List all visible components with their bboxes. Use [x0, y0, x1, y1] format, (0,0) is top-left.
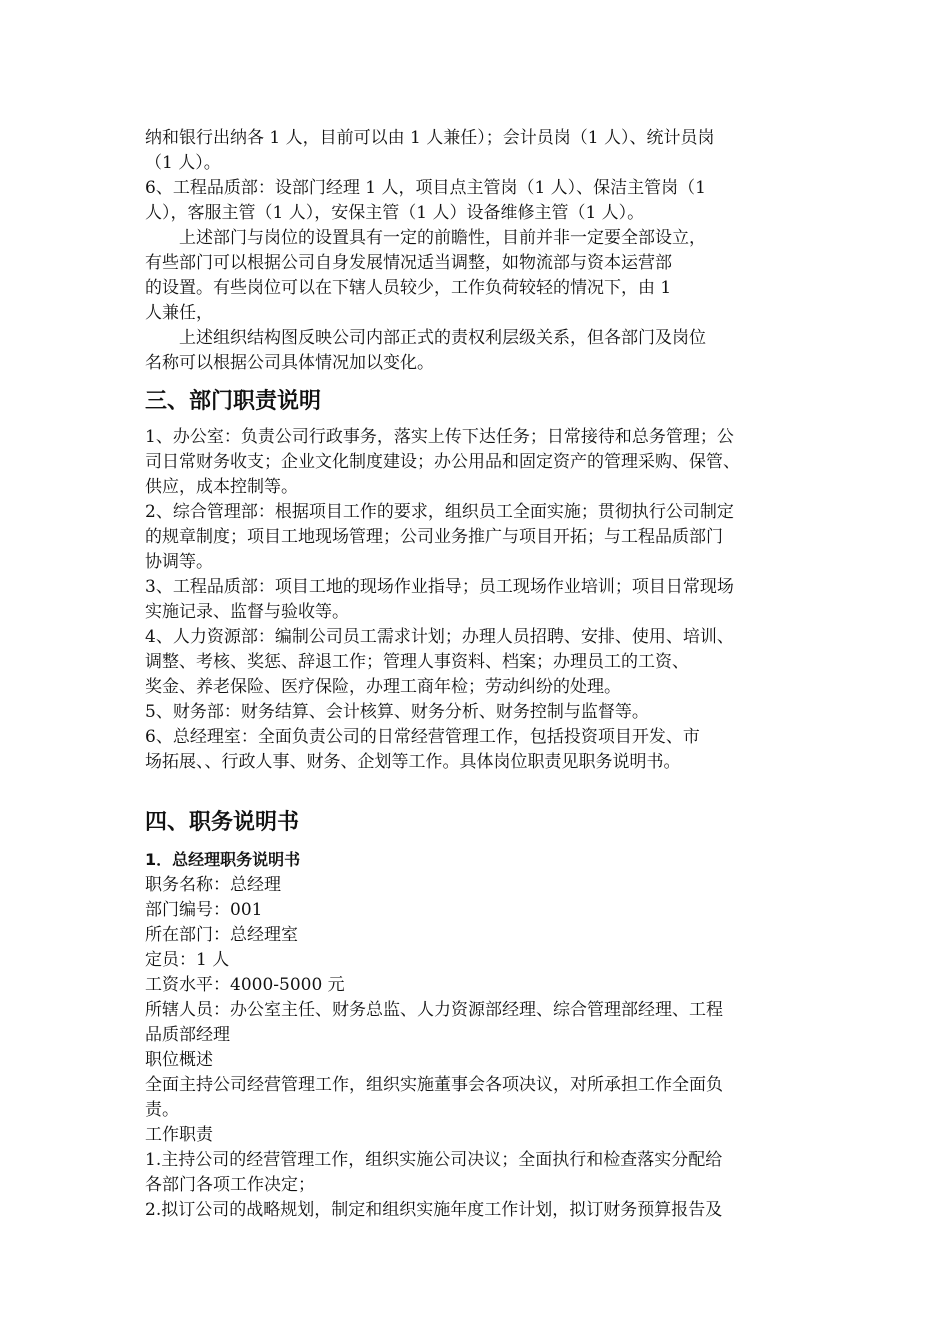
- paragraph-line: 1、办公室：负责公司行政事务，落实上传下达任务；日常接待和总务管理；公: [145, 427, 734, 447]
- paragraph-line: 2.拟订公司的战略规划，制定和组织实施年度工作计划，拟订财务预算报告及: [145, 1200, 723, 1220]
- paragraph-line: 有些部门可以根据公司自身发展情况适当调整，如物流部与资本运营部: [145, 253, 672, 273]
- paragraph-line: 6、工程品质部：设部门经理 1 人，项目点主管岗（1 人）、保洁主管岗（1: [145, 178, 706, 198]
- paragraph-line: 5、财务部：财务结算、会计核算、财务分析、财务控制与监督等。: [145, 702, 649, 722]
- paragraph-line: 所在部门：总经理室: [145, 925, 298, 945]
- paragraph-line: 各部门各项工作决定；: [145, 1175, 315, 1195]
- paragraph-line: 职位概述: [145, 1050, 213, 1070]
- paragraph-line: 人兼任，: [145, 303, 213, 323]
- paragraph-line: 部门编号：001: [145, 900, 263, 920]
- paragraph-line: 调整、考核、奖惩、辞退工作；管理人事资料、档案；办理员工的工资、: [145, 652, 689, 672]
- paragraph-line: 品质部经理: [145, 1025, 230, 1045]
- paragraph-line: 定员：1 人: [145, 950, 230, 970]
- paragraph-line: 1.主持公司的经营管理工作，组织实施公司决议；全面执行和检查落实分配给: [145, 1150, 723, 1170]
- paragraph-line: （1 人）。: [145, 153, 221, 173]
- section-four-heading: 四、职务说明书: [145, 810, 300, 835]
- paragraph-line: 2、综合管理部：根据项目工作的要求，组织员工全面实施；贯彻执行公司制定: [145, 502, 734, 522]
- paragraph-line: 场拓展、、行政人事、财务、企划等工作。具体岗位职责见职务说明书。: [145, 752, 681, 772]
- paragraph-line: 司日常财务收支；企业文化制度建设；办公用品和固定资产的管理采购、保管、: [145, 452, 740, 472]
- paragraph-line: 人），客服主管（1 人），安保主管（1 人）设备维修主管（1 人）。: [145, 203, 645, 223]
- paragraph-line: 协调等。: [145, 552, 213, 572]
- section-four-subheading: 1．总经理职务说明书: [145, 850, 301, 869]
- paragraph-line: 奖金、养老保险、医疗保险，办理工商年检；劳动纠纷的处理。: [145, 677, 621, 697]
- paragraph-line: 全面主持公司经营管理工作，组织实施董事会各项决议，对所承担工作全面负: [145, 1075, 723, 1095]
- section-three-heading: 三、部门职责说明: [145, 389, 322, 414]
- paragraph-line: 职务名称：总经理: [145, 875, 281, 895]
- paragraph-line: 的规章制度；项目工地现场管理；公司业务推广与项目开拓；与工程品质部门: [145, 527, 723, 547]
- paragraph-line: 供应，成本控制等。: [145, 477, 298, 497]
- paragraph-line: 上述部门与岗位的设置具有一定的前瞻性，目前并非一定要全部设立，: [145, 228, 706, 248]
- paragraph-line: 工资水平：4000-5000 元: [145, 975, 345, 995]
- paragraph-line: 纳和银行出纳各 1 人，目前可以由 1 人兼任）；会计员岗（1 人）、统计员岗: [145, 128, 715, 148]
- paragraph-line: 工作职责: [145, 1125, 213, 1145]
- paragraph-line: 所辖人员：办公室主任、财务总监、人力资源部经理、综合管理部经理、工程: [145, 1000, 723, 1020]
- paragraph-line: 上述组织结构图反映公司内部正式的责权利层级关系，但各部门及岗位: [145, 328, 706, 348]
- paragraph-line: 的设置。有些岗位可以在下辖人员较少，工作负荷较轻的情况下，由 1: [145, 278, 672, 298]
- paragraph-line: 6、总经理室：全面负责公司的日常经营管理工作，包括投资项目开发、市: [145, 727, 700, 747]
- paragraph-line: 责。: [145, 1100, 179, 1120]
- paragraph-line: 3、工程品质部：项目工地的现场作业指导；员工现场作业培训；项目日常现场: [145, 577, 734, 597]
- paragraph-line: 实施记录、监督与验收等。: [145, 602, 349, 622]
- paragraph-line: 4、人力资源部：编制公司员工需求计划；办理人员招聘、安排、使用、培训、: [145, 627, 734, 647]
- paragraph-line: 名称可以根据公司具体情况加以变化。: [145, 353, 434, 373]
